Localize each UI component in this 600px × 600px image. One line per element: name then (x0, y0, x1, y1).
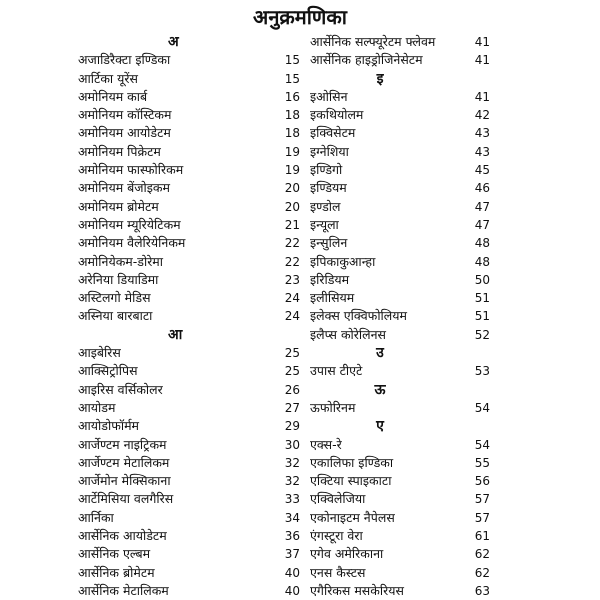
entry-page-number: 37 (284, 547, 300, 562)
entry-name: एगेव अमेरिकाना (310, 546, 384, 562)
index-entry (310, 234, 490, 252)
entry-name: आयोडोफॉर्मम (78, 418, 140, 434)
entry-name: ऊफोरिनम (310, 399, 356, 415)
entry-page-number: 20 (284, 199, 300, 214)
entry-name: आर्सेनिक मेटालिकम (78, 582, 169, 598)
entry-page-number: 40 (284, 583, 300, 598)
index-entry (310, 88, 490, 106)
entry-name: आर्निका (78, 509, 114, 525)
entry-page-number: 27 (284, 400, 300, 415)
index-entry (310, 362, 490, 380)
entry-name: आक्सिट्रोपिस (78, 363, 138, 379)
index-entry (78, 289, 300, 307)
index-entry (78, 106, 300, 124)
index-entry (78, 582, 300, 600)
entry-name: आर्सेनिक ब्रोमेटम (78, 564, 155, 580)
entry-name: उपास टीएटे (310, 363, 363, 379)
index-entry (78, 88, 300, 106)
entry-page-number: 15 (284, 53, 300, 68)
index-entry (78, 454, 300, 472)
entry-page-number: 46 (474, 181, 490, 196)
entry-page-number: 16 (284, 89, 300, 104)
entry-name: इक्विसेटम (310, 125, 356, 141)
entry-page-number: 50 (474, 272, 490, 287)
entry-page-number: 45 (474, 163, 490, 178)
entry-name: इग्नेशिया (310, 143, 349, 159)
index-entry (310, 106, 490, 124)
entry-name: अमोनियम ब्रोमेटम (78, 198, 159, 214)
entry-page-number: 19 (284, 163, 300, 178)
index-entry (310, 564, 490, 582)
entry-page-number: 43 (474, 126, 490, 141)
index-entry (310, 51, 490, 69)
index-entry (310, 143, 490, 161)
index-entry (310, 216, 490, 234)
entry-name: इलैप्स कोरेलिनस (310, 326, 387, 342)
index-entry (78, 545, 300, 563)
letter-heading: इ (376, 70, 384, 87)
entry-page-number: 26 (284, 382, 300, 397)
letter-heading: उ (376, 345, 384, 362)
entry-name: आर्जेण्टम नाइट्रिकम (78, 436, 167, 452)
entry-page-number: 55 (474, 455, 490, 470)
entry-page-number: 47 (474, 217, 490, 232)
entry-name: अमोनियम पिक्रेटम (78, 143, 161, 159)
entry-page-number: 24 (284, 291, 300, 306)
index-entry (78, 234, 300, 252)
entry-page-number: 62 (474, 565, 490, 580)
entry-page-number: 30 (284, 437, 300, 452)
entry-name: आर्जेमोन मेक्सिकाना (78, 473, 171, 489)
index-entry (310, 545, 490, 563)
index-entry (310, 307, 490, 325)
entry-page-number: 22 (284, 236, 300, 251)
entry-page-number: 18 (284, 126, 300, 141)
entry-page-number: 57 (474, 510, 490, 525)
entry-name: अमोनियम फास्फोरिकम (78, 162, 184, 178)
entry-page-number: 23 (284, 272, 300, 287)
entry-name: अमोनियम म्यूरियेटिकम (78, 216, 181, 232)
index-entry (310, 198, 490, 216)
entry-name: इन्यूला (310, 216, 339, 232)
entry-page-number: 62 (474, 547, 490, 562)
entry-name: एनस कैस्टस (310, 564, 366, 580)
index-entry (78, 564, 300, 582)
entry-name: आर्जेण्टम मेटालिकम (78, 454, 170, 470)
entry-name: एक्टिया स्पाइकाटा (310, 473, 392, 489)
entry-name: इन्सुलिन (310, 235, 348, 251)
entry-page-number: 32 (284, 474, 300, 489)
entry-page-number: 29 (284, 419, 300, 434)
index-entry (78, 509, 300, 527)
entry-name: इपिकाकुआन्हा (310, 253, 376, 269)
index-entry (78, 527, 300, 545)
entry-page-number: 54 (474, 400, 490, 415)
entry-page-number: 52 (474, 327, 490, 342)
entry-page-number: 51 (474, 291, 490, 306)
entry-page-number: 20 (284, 181, 300, 196)
entry-name: अमोनियम कार्ब (78, 88, 148, 104)
entry-name: आर्सेनिक एल्बम (78, 546, 151, 562)
index-entry (310, 527, 490, 545)
index-entry (310, 509, 490, 527)
index-entry (78, 253, 300, 271)
letter-heading: ऊ (374, 381, 386, 398)
entry-page-number: 34 (284, 510, 300, 525)
entry-name: अरेनिया डियाडिमा (78, 271, 159, 287)
entry-name: एकोनाइटम नैपेलस (310, 509, 395, 525)
entry-name: अमोनियम बेंजोइकम (78, 180, 170, 196)
entry-page-number: 25 (284, 364, 300, 379)
entry-page-number: 41 (474, 89, 490, 104)
entry-page-number: 15 (284, 71, 300, 86)
entry-name: इओसिन (310, 88, 348, 104)
index-column-left (78, 33, 300, 600)
entry-name: एकालिफा इण्डिका (310, 454, 394, 470)
entry-name: इरिडियम (310, 271, 350, 287)
index-entry (78, 399, 300, 417)
entry-name: आर्सेनिक सल्फ्यूरेटम फ्लेवम (310, 34, 436, 49)
index-entry (310, 161, 490, 179)
entry-name: एक्स-रे (310, 436, 342, 452)
entry-page-number: 25 (284, 346, 300, 361)
letter-heading: ए (376, 418, 384, 435)
index-entry (310, 436, 490, 454)
entry-page-number: 47 (474, 199, 490, 214)
entry-page-number: 51 (474, 309, 490, 324)
index-entry (78, 179, 300, 197)
entry-page-number: 36 (284, 529, 300, 544)
entry-page-number: 61 (474, 529, 490, 544)
index-entry (310, 326, 490, 344)
entry-name: इलीसियम (310, 290, 355, 306)
index-entry (78, 161, 300, 179)
entry-name: इलेक्स एक्विफोलियम (310, 308, 407, 324)
entry-page-number: 53 (474, 364, 490, 379)
entry-page-number: 18 (284, 108, 300, 123)
entry-name: एक्विलेजिया (310, 491, 366, 507)
entry-page-number: 48 (474, 254, 490, 269)
index-entry (78, 436, 300, 454)
entry-page-number: 24 (284, 309, 300, 324)
entry-name: आर्टिका यूरेंस (78, 70, 138, 86)
index-entry (78, 143, 300, 161)
entry-name: इण्डिगो (310, 162, 343, 178)
entry-name: एंगस्टूरा वेरा (310, 528, 363, 544)
entry-page-number: 54 (474, 437, 490, 452)
index-entry (310, 179, 490, 197)
index-entry (310, 582, 490, 600)
index-entry (78, 307, 300, 325)
letter-heading: आ (168, 326, 183, 343)
index-column-right (310, 33, 490, 600)
entry-name: इण्डोल (310, 198, 341, 214)
entry-name: अमोनियम कॉस्टिकम (78, 107, 172, 123)
entry-name: आर्सेनिक हाइड्रोजिनेसेटम (310, 52, 423, 68)
entry-name: आर्सेनिक आयोडेटम (78, 528, 167, 544)
entry-page-number: 19 (284, 144, 300, 159)
index-entry (78, 198, 300, 216)
entry-name: आइरिस वर्सिकोलर (78, 381, 163, 397)
index-entry (78, 344, 300, 362)
entry-name: अस्टिलगो मेडिस (78, 290, 151, 306)
index-entry (78, 51, 300, 69)
entry-name: अस्निया बारबाटा (78, 308, 153, 324)
entry-page-number: 41 (474, 35, 490, 49)
entry-page-number: 32 (284, 455, 300, 470)
index-entry (310, 253, 490, 271)
index-entry (310, 33, 490, 51)
index-entry (78, 362, 300, 380)
entry-name: अमोनियम आयोडेटम (78, 125, 171, 141)
index-entry (78, 124, 300, 142)
index-entry (78, 271, 300, 289)
entry-page-number: 56 (474, 474, 490, 489)
entry-name: आर्टेमिसिया वलगैरिस (78, 491, 174, 507)
entry-name: इकथियोलम (310, 107, 364, 123)
entry-name: अमोनियेकम-डोरेमा (78, 253, 164, 269)
entry-page-number: 21 (284, 217, 300, 232)
index-entry (310, 490, 490, 508)
index-entry (78, 70, 300, 88)
index-entry (310, 454, 490, 472)
entry-page-number: 43 (474, 144, 490, 159)
index-entry (78, 472, 300, 490)
entry-page-number: 63 (474, 583, 490, 598)
index-entry (78, 417, 300, 435)
letter-heading: अ (168, 34, 179, 50)
index-entry (78, 381, 300, 399)
entry-name: आइबेरिस (78, 345, 121, 361)
entry-name: इण्डियम (310, 180, 347, 196)
index-entry (310, 271, 490, 289)
index-entry (310, 124, 490, 142)
entry-name: अमोनियम वैलेरियेनिकम (78, 235, 186, 251)
entry-page-number: 33 (284, 492, 300, 507)
entry-name: अजाडिरैक्टा इण्डिका (78, 52, 171, 68)
entry-page-number: 57 (474, 492, 490, 507)
index-entry (78, 490, 300, 508)
index-entry (78, 216, 300, 234)
entry-page-number: 22 (284, 254, 300, 269)
index-entry (310, 472, 490, 490)
entry-page-number: 41 (474, 53, 490, 68)
entry-page-number: 48 (474, 236, 490, 251)
index-entry (310, 399, 490, 417)
entry-page-number: 40 (284, 565, 300, 580)
page-title: अनुक्रमणिका (253, 5, 347, 29)
entry-name: आयोडम (78, 399, 116, 415)
index-entry (310, 289, 490, 307)
entry-name: एगैरिकस मसकेरियस (310, 582, 404, 598)
entry-page-number: 42 (474, 108, 490, 123)
